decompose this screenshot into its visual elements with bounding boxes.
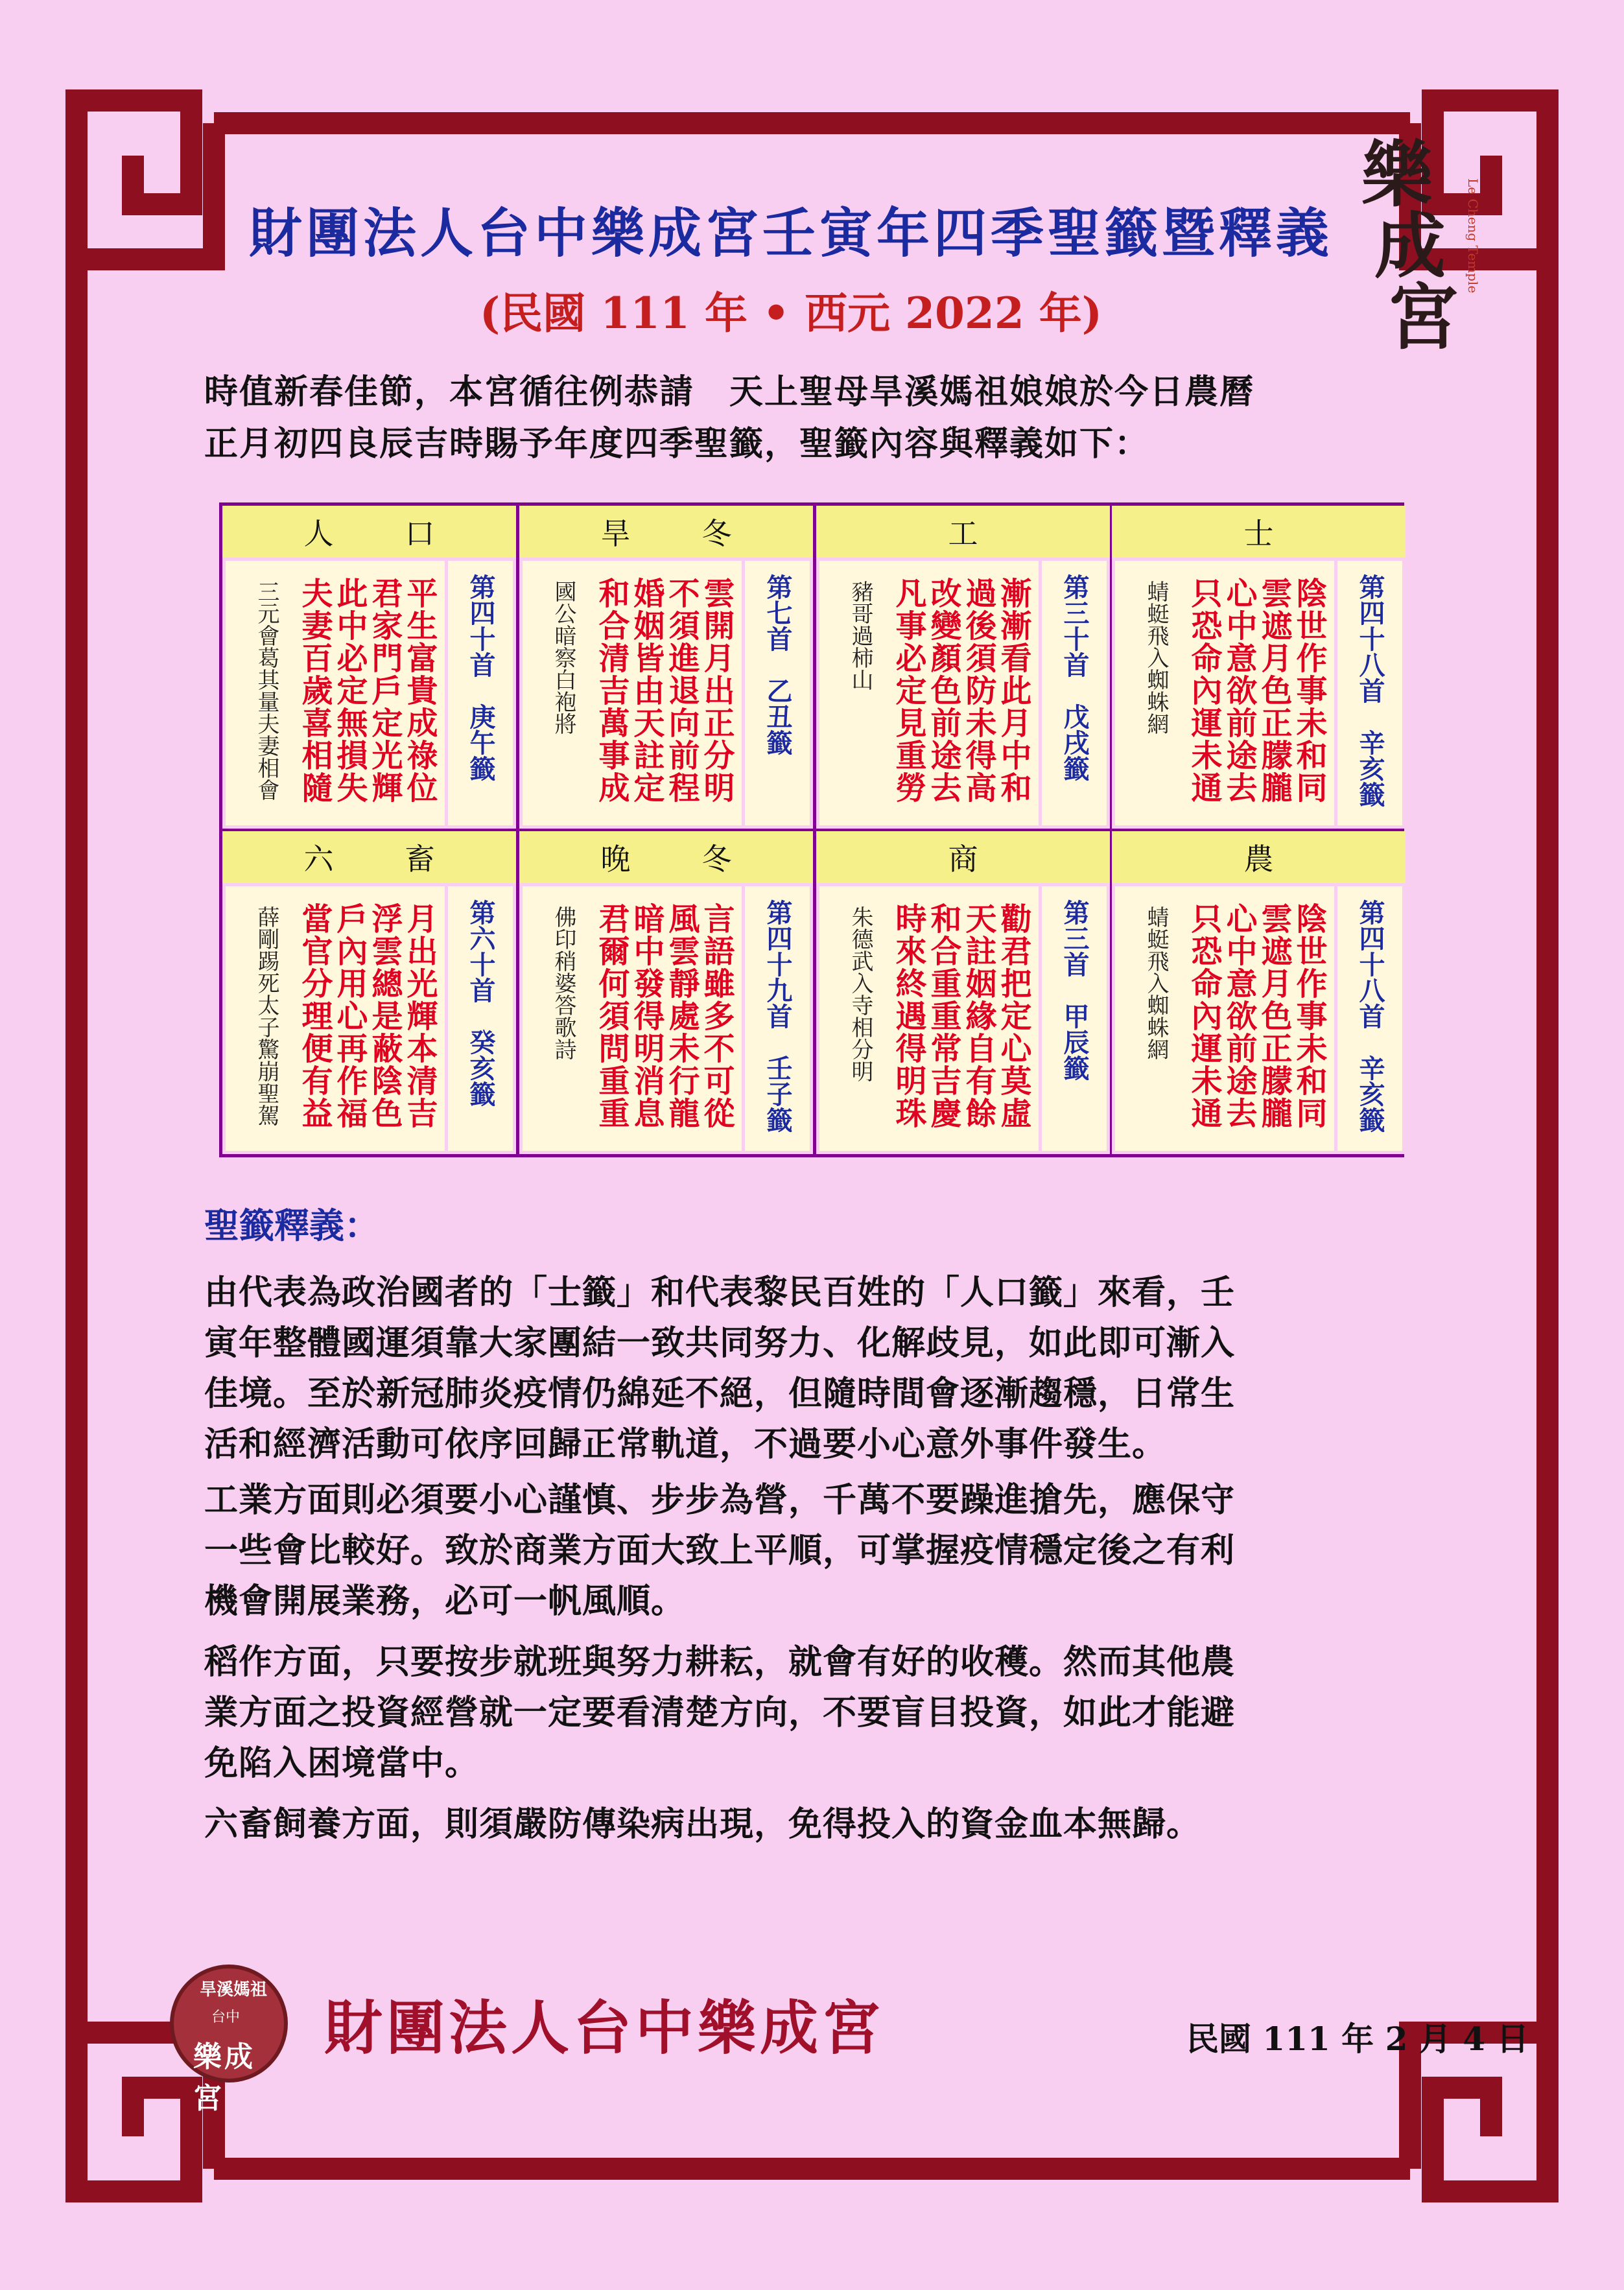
intro-text (204, 366, 1436, 470)
fortune-header: 旱冬 (519, 506, 813, 558)
fortune-header: 農 (1112, 831, 1406, 883)
paragraph-line: 六畜飼養方面，則須嚴防傳染病出現，免得投入的資金血本無歸。 (204, 1804, 1201, 1844)
fortune-header: 晚冬 (519, 831, 813, 883)
seal-bottom-text: 樂成宮 (193, 2040, 255, 2115)
fortune-header: 六畜 (222, 831, 516, 883)
paragraph-line: 工業方面則必須要小心謹慎、步步為營，千萬不要躁進搶先，應保守 (204, 1480, 1236, 1520)
fortune-block (222, 506, 516, 829)
fortune-story: 國公暗察白袍將 (550, 580, 576, 735)
fortune-number: 第四十九首 壬子籤 (762, 899, 793, 1133)
fortune-block (1112, 831, 1406, 1154)
fortune-story: 蜻蜓飛入蜘蛛網 (1143, 580, 1169, 735)
explanation-paragraph (204, 1268, 1436, 1470)
paragraph-line: 稻作方面，只要按步就班與努力耕耘，就會有好的收穫。然而其他農 (204, 1642, 1236, 1682)
paragraph-line: 免陷入困境當中。 (204, 1743, 480, 1783)
footer-date: 民國 111 年 2 月 4 日 (1186, 2020, 1529, 2058)
paragraph-line: 機會開展業務，必可一帆風順。 (204, 1581, 686, 1621)
fortune-number: 第四十八首 辛亥籤 (1355, 574, 1385, 807)
fortune-poem: 陰世作事未和同雲遮月色正朦朧心中意欲前途去只恐命內運未通 (1186, 577, 1327, 804)
fortune-poem: 勸君把定心莫虛天註姻緣自有餘和合重重常吉慶時來終遇得明珠 (890, 903, 1031, 1129)
fortune-header: 人口 (222, 506, 516, 558)
paragraph-line: 活和經濟活動可依序回歸正常軌道，不過要小心意外事件發生。 (204, 1424, 1167, 1464)
fortune-number-cell (1337, 886, 1402, 1151)
fortune-number: 第六十首 癸亥籤 (465, 899, 496, 1107)
fortune-story: 豬哥過柿山 (847, 580, 873, 691)
fortune-story: 薛剛踢死太子驚崩聖駕 (253, 906, 279, 1126)
fortune-number: 第三十首 戊戌籤 (1059, 574, 1090, 781)
paragraph-line: 寅年整體國運須靠大家團結一致共同努力、化解歧見，如此即可漸入 (204, 1323, 1236, 1363)
fortune-poem-cell (819, 561, 1039, 825)
explanation-paragraph (204, 1637, 1436, 1789)
fortune-poem-cell (1115, 561, 1334, 825)
fortune-number-cell (448, 886, 513, 1151)
logo-char-1: 樂 (1361, 133, 1433, 217)
fortune-poem: 言語雖多不可從風雲靜處未行龍暗中發得明消息君爾何須問重重 (593, 903, 735, 1129)
fortune-poem-cell (1115, 886, 1334, 1151)
fortune-poem: 漸漸看此月中和過後須防未得高改變顏色前途去凡事必定見重勞 (890, 577, 1031, 804)
temple-seal (170, 1965, 288, 2115)
paragraph-line: 業方面之投資經營就一定要看清楚方向，不要盲目投資，如此才能避 (204, 1693, 1236, 1732)
fortune-table (219, 502, 1404, 1157)
page-title: 財團法人台中樂成宮壬寅年四季聖籤暨釋義 (248, 202, 1333, 265)
fortune-poem: 月出光輝本清吉浮雲總是蔽陰色戶內用心再作福當官分理便有益 (296, 903, 438, 1129)
fortune-block (1112, 506, 1406, 829)
fortune-block (519, 506, 813, 829)
fortune-number: 第三首 甲辰籤 (1059, 899, 1090, 1081)
paragraph-line: 佳境。至於新冠肺炎疫情仍綿延不絕，但隨時間會逐漸趨穩，日常生 (204, 1374, 1236, 1413)
fortune-header: 商 (816, 831, 1110, 883)
fortune-number: 第四十首 庚午籤 (465, 574, 496, 781)
fortune-poem: 雲開月出正分明不須進退向前程婚姻皆由天註定和合清吉萬事成 (593, 577, 735, 804)
fortune-number: 第四十八首 辛亥籤 (1355, 899, 1385, 1133)
seal-top-text: 旱溪媽祖 (200, 1980, 268, 2000)
temple-logo (1361, 133, 1491, 359)
fortune-story: 朱德武入寺相分明 (847, 906, 873, 1082)
fortune-number: 第七首 乙丑籤 (762, 574, 793, 755)
fortune-block (816, 506, 1110, 829)
fortune-poem-cell (226, 886, 445, 1151)
fortune-number-cell (1042, 886, 1107, 1151)
fortune-block (222, 831, 516, 1154)
intro-line-2: 正月初四良辰吉時賜予年度四季聖籤，聖籤內容與釋義如下： (204, 424, 1150, 464)
fortune-story: 佛印稍婆答歌詩 (550, 906, 576, 1060)
fortune-block (816, 831, 1110, 1154)
fortune-poem-cell (226, 561, 445, 825)
fortune-poem-cell (523, 886, 742, 1151)
logo-char-3: 宮 (1387, 276, 1459, 359)
fortune-story: 蜻蜓飛入蜘蛛網 (1143, 906, 1169, 1060)
fortune-number-cell (1337, 561, 1402, 825)
paragraph-line: 一些會比較好。致於商業方面大致上平順，可掌握疫情穩定後之有利 (204, 1531, 1236, 1570)
fortune-number-cell (745, 886, 810, 1151)
fortune-poem: 平生富貴成祿位君家門戶定光輝此中必定無損失夫妻百歲喜相隨 (296, 577, 438, 804)
fortune-number-cell (745, 561, 810, 825)
footer-temple-name: 財團法人台中樂成宮 (324, 1994, 884, 2062)
fortune-poem-cell (523, 561, 742, 825)
fortune-number-cell (1042, 561, 1107, 825)
page-subtitle: (民國 111 年 • 西元 2022 年) (480, 288, 1102, 338)
paragraph-line: 由代表為政治國者的「士籤」和代表黎民百姓的「人口籤」來看，壬 (204, 1273, 1236, 1312)
fortune-poem: 陰世作事未和同雲遮月色正朦朧心中意欲前途去只恐命內運未通 (1186, 903, 1327, 1129)
intro-line-1: 時值新春佳節，本宮循往例恭請 天上聖母旱溪媽祖娘娘於今日農曆 (204, 372, 1255, 412)
explanation-paragraph (204, 1475, 1436, 1627)
logo-english: Le Cheng Temple (1465, 178, 1481, 294)
explanation-title: 聖籤釋義： (204, 1205, 379, 1246)
fortune-number-cell (448, 561, 513, 825)
fortune-header: 士 (1112, 506, 1406, 558)
fortune-block (519, 831, 813, 1154)
explanation-paragraph (204, 1799, 1436, 1850)
fortune-header: 工 (816, 506, 1110, 558)
fortune-poem-cell (819, 886, 1039, 1151)
logo-char-2: 成 (1374, 204, 1446, 288)
seal-middle-text: 台中 (211, 2009, 241, 2025)
fortune-story: 三元會葛其量夫妻相會 (253, 580, 279, 801)
